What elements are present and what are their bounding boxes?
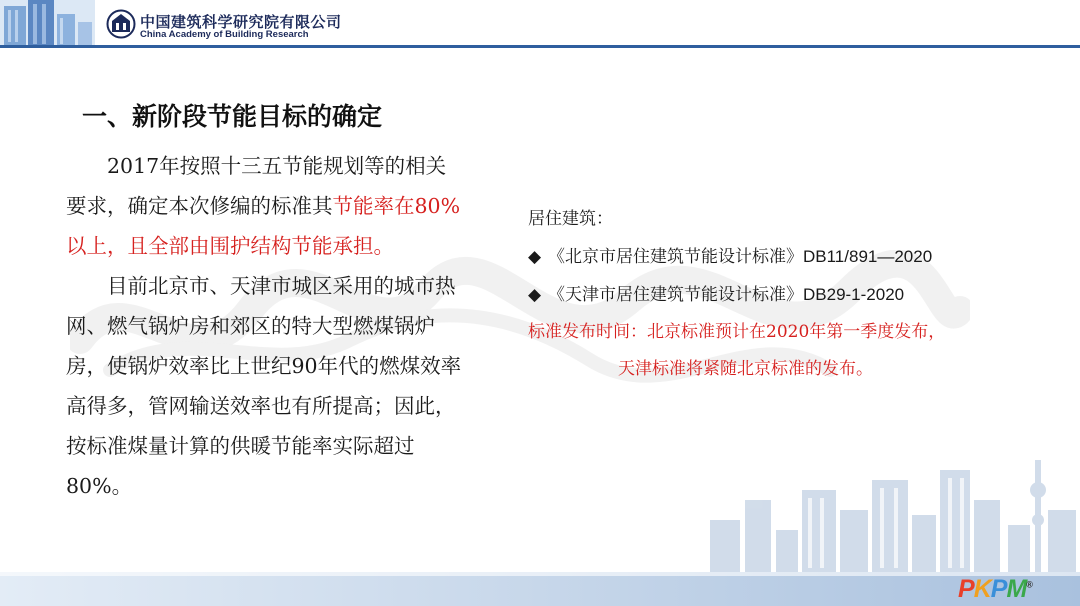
highlight-text: 节能率在80%以上，且全部由围护结构节能承担。 xyxy=(66,194,461,258)
pkpm-letter: M xyxy=(1006,575,1027,603)
paragraph-energy-target xyxy=(66,146,466,266)
release-time-line: 标准发布时间：北京标准预计在2020年第一季度发布， xyxy=(528,322,946,342)
pkpm-letter: P xyxy=(990,575,1007,603)
slide-title: 一、新阶段节能目标的确定 xyxy=(82,102,383,131)
standard-code: DB29-1-2020 xyxy=(803,285,905,304)
residential-heading: 居住建筑： xyxy=(528,209,613,229)
standard-name: 《天津市居住建筑节能设计标准》 xyxy=(548,285,803,305)
header-divider xyxy=(0,45,1080,48)
org-name-en: China Academy of Building Research xyxy=(140,29,309,40)
org-name-cn: 中国建筑科学研究院有限公司 xyxy=(140,13,342,31)
header-buildings-graphic xyxy=(0,0,95,46)
standard-name: 《北京市居住建筑节能设计标准》 xyxy=(548,247,803,267)
paragraph-boiler-efficiency: 目前北京市、天津市城区采用的城市热网、燃气锅炉房和郊区的特大型燃煤锅炉房，使锅炉效率比上世纪90年代的燃煤效率高得多，管网输送效率也有所提高；因此，按标准煤量计算的供暖节能率实际超过80%。 xyxy=(66,274,462,498)
main-body-text xyxy=(66,146,466,506)
footer-band xyxy=(0,572,1080,606)
paragraph-text: 2017年按照十三五节能规划等的相关要求，确定本次修编的标准其 xyxy=(66,154,447,218)
diamond-bullet-icon: ◆ xyxy=(528,247,542,267)
city-skyline-graphic xyxy=(690,430,1080,580)
release-time-line-2: 天津标准将紧随北京标准的发布。 xyxy=(618,359,873,379)
pkpm-letter: K xyxy=(973,575,991,603)
registered-mark: ® xyxy=(1026,579,1032,590)
pkpm-logo xyxy=(958,575,1032,603)
standards-panel xyxy=(528,201,1028,388)
standard-item xyxy=(528,238,1028,276)
standard-code: DB11/891—2020 xyxy=(803,247,933,266)
pkpm-letter: P xyxy=(958,575,974,603)
diamond-bullet-icon: ◆ xyxy=(528,285,542,305)
standard-item xyxy=(528,276,1028,314)
header-bar xyxy=(0,0,1080,48)
cabr-logo-icon xyxy=(106,9,136,39)
